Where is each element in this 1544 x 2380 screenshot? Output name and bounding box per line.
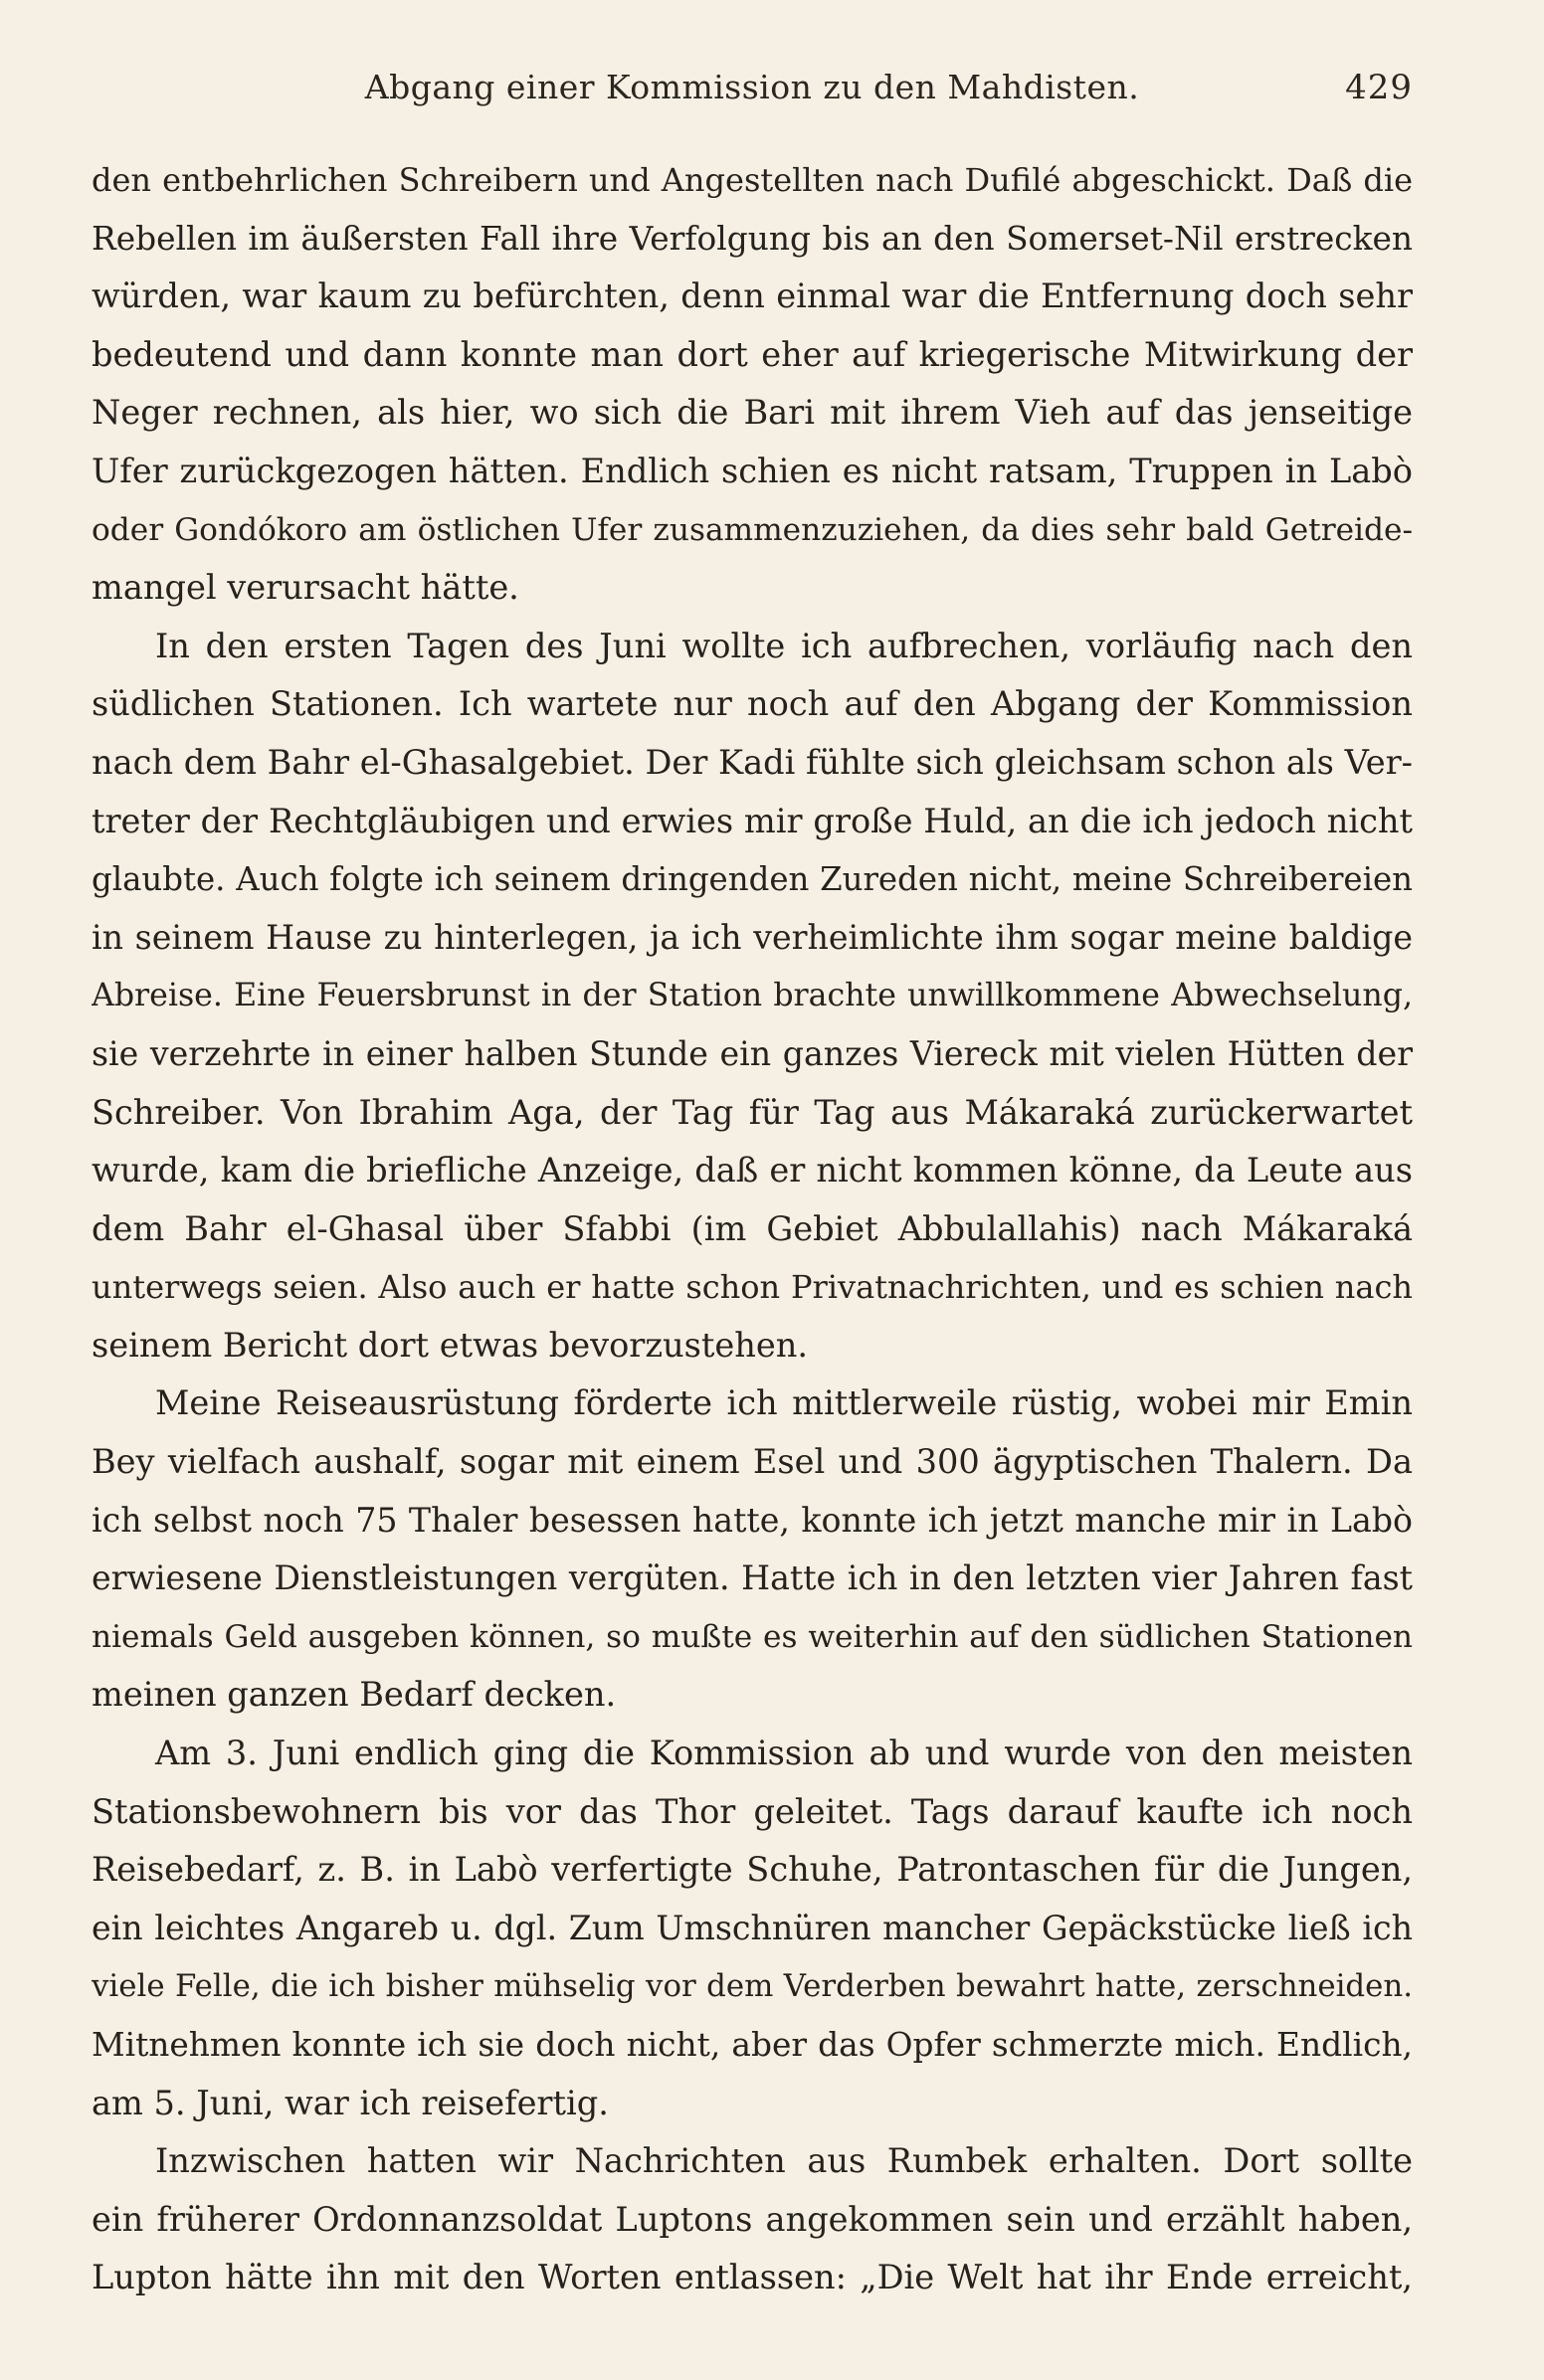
text-line: Lupton hätte ihn mit den Worten entlassen: „Die Welt hat ihr Ende erreicht, <box>92 2258 1413 2297</box>
text-line: Bey vielfach aushalf, sogar mit einem Esel und 300 ägyptischen Thalern. Da <box>92 1442 1413 1482</box>
text-line: viele Felle, die ich bisher mühselig vor dem Verderben bewahrt hatte, zerschneiden. <box>92 1968 1413 2005</box>
text-line: In den ersten Tagen des Juni wollte ich aufbrechen, vorläufig nach den <box>155 626 1413 665</box>
text-line: mangel verursacht hätte. <box>92 568 519 608</box>
text-line: Rebellen im äußersten Fall ihre Verfolgung bis an den Somerset-Nil erstrecken <box>92 219 1413 258</box>
text-line: treter der Rechtgläubigen und erwies mir große Huld, an die ich jedoch nicht <box>92 801 1413 840</box>
text-line: Neger rechnen, als hier, wo sich die Bari mit ihrem Vieh auf das jenseitige <box>92 393 1413 433</box>
text-line: ich selbst noch 75 Thaler besessen hatte, konnte ich jetzt manche mir in Labò <box>92 1500 1413 1540</box>
text-line: unterwegs seien. Also auch er hatte schon Privatnachrichten, und es schien nach <box>92 1268 1413 1307</box>
page-header <box>92 68 1413 117</box>
text-line: meinen ganzen Bedarf decken. <box>92 1675 617 1715</box>
running-title: Abgang einer Kommission zu den Mahdisten. <box>364 68 1140 106</box>
text-line: dem Bahr el-Ghasal über Sfabbi (im Gebiet Abbulallahis) nach Mákaraká <box>92 1208 1413 1248</box>
text-line: sie verzehrte in einer halben Stunde ein ganzes Viereck mit vielen Hütten der <box>92 1033 1413 1073</box>
text-line: ein leichtes Angareb u. dgl. Zum Umschnüren mancher Gepäckstücke ließ ich <box>92 1908 1413 1947</box>
text-line: Stationsbewohnern bis vor das Thor geleitet. Tags darauf kaufte ich noch <box>92 1791 1413 1831</box>
text-line: seinem Bericht dort etwas bevorzustehen. <box>92 1325 809 1365</box>
text-line: nach dem Bahr el-Ghasalgebiet. Der Kadi fühlte sich gleichsam schon als Ver- <box>92 742 1413 782</box>
body-text <box>92 151 1413 2307</box>
page-number: 429 <box>1345 68 1413 107</box>
text-line: Am 3. Juni endlich ging die Kommission ab und wurde von den meisten <box>155 1734 1413 1773</box>
text-line: Abreise. Eine Feuersbrunst in der Station brachte unwillkommene Abwechselung, <box>92 978 1413 1014</box>
text-line: glaubte. Auch folgte ich seinem dringenden Zureden nicht, meine Schreibereien <box>92 860 1413 899</box>
text-line: Meine Reiseausrüstung förderte ich mittlerweile rüstig, wobei mir Emin <box>155 1383 1413 1423</box>
text-line: Mitnehmen konnte ich sie doch nicht, aber das Opfer schmerzte mich. Endlich, <box>92 2026 1413 2064</box>
text-line: würden, war kaum zu befürchten, denn einmal war die Entfernung doch sehr <box>92 276 1413 316</box>
text-line: am 5. Juni, war ich reisefertig. <box>92 2083 609 2122</box>
text-line: in seinem Hause zu hinterlegen, ja ich verheimlichte ihm sogar meine baldige <box>92 917 1413 957</box>
text-line: den entbehrlichen Schreibern und Angestellten nach Dufilé abgeschickt. Daß die <box>92 161 1413 199</box>
text-line: erwiesene Dienstleistungen vergüten. Hatte ich in den letzten vier Jahren fast <box>92 1558 1413 1598</box>
text-line: wurde, kam die briefliche Anzeige, daß er nicht kommen könne, da Leute aus <box>92 1151 1413 1190</box>
text-line: Inzwischen hatten wir Nachrichten aus Rumbek erhalten. Dort sollte <box>155 2141 1413 2181</box>
text-line: Reisebedarf, z. B. in Labò verfertigte Schuhe, Patrontaschen für die Jungen, <box>92 1850 1413 1890</box>
text-line: südlichen Stationen. Ich wartete nur noch auf den Abgang der Kommission <box>92 684 1413 724</box>
text-line: oder Gondókoro am östlichen Ufer zusammenzuziehen, da dies sehr bald Getreide- <box>92 511 1413 548</box>
text-line: Schreiber. Von Ibrahim Aga, der Tag für Tag aus Mákaraká zurückerwartet <box>92 1092 1413 1132</box>
text-line: bedeutend und dann konnte man dort eher auf kriegerische Mitwirkung der <box>92 334 1413 374</box>
text-line: niemals Geld ausgeben können, so mußte es weiterhin auf den südlichen Stationen <box>92 1618 1413 1655</box>
text-line: ein früherer Ordonnanzsoldat Luptons angekommen sein und erzählt haben, <box>92 2199 1413 2239</box>
text-line: Ufer zurückgezogen hätten. Endlich schien es nicht ratsam, Truppen in Labò <box>92 451 1413 490</box>
